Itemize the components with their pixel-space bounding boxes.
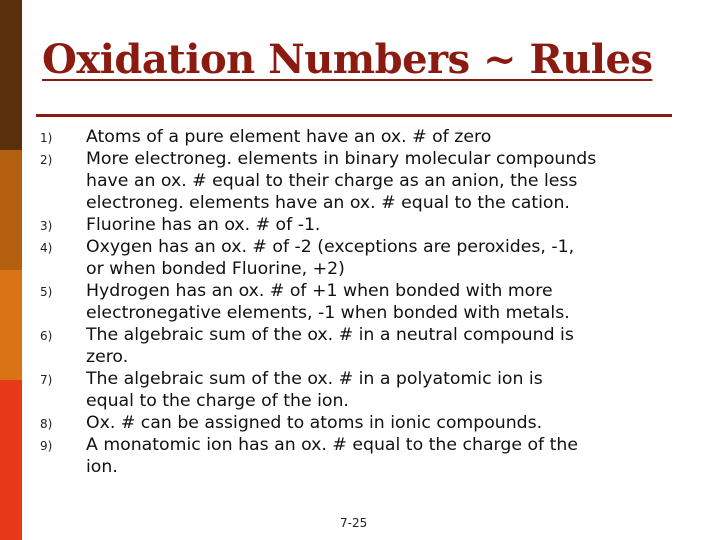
list-item-number: 9) (40, 439, 53, 453)
list-item-text: ion. (86, 457, 118, 477)
list-item (40, 214, 680, 236)
list-item-text: Fluorine has an ox. # of -1. (86, 215, 321, 235)
list-item-text: zero. (86, 347, 129, 367)
list-item (40, 434, 680, 478)
list-item-text: Oxygen has an ox. # of -2 (exceptions are peroxides, -1, (86, 237, 575, 257)
list-item (40, 126, 680, 148)
side-stripe-orange (0, 270, 22, 380)
list-item-text: More electroneg. elements in binary molecular compounds (86, 149, 597, 169)
list-item-number: 6) (40, 329, 53, 343)
rules-list (40, 126, 680, 478)
list-item-number: 1) (40, 131, 53, 145)
list-item-text: electroneg. elements have an ox. # equal to the cation. (86, 193, 570, 213)
list-item-text: or when bonded Fluorine, +2) (86, 259, 345, 279)
slide-title: Oxidation Numbers ~ Rules (42, 36, 653, 83)
slide-number: 7-25 (340, 516, 368, 530)
list-item (40, 368, 680, 412)
list-item-number: 4) (40, 241, 53, 255)
list-item-text: have an ox. # equal to their charge as an anion, the less (86, 171, 578, 191)
list-item (40, 148, 680, 214)
list-item (40, 236, 680, 280)
title-divider (36, 114, 672, 117)
list-item-text: The algebraic sum of the ox. # in a neutral compound is (86, 325, 574, 345)
list-item-text: A monatomic ion has an ox. # equal to the charge of the (86, 435, 578, 455)
side-stripe-dark-brown (0, 0, 22, 150)
list-item-number: 3) (40, 219, 53, 233)
list-item-number: 8) (40, 417, 53, 431)
list-item-number: 5) (40, 285, 53, 299)
list-item-text: Hydrogen has an ox. # of +1 when bonded with more (86, 281, 553, 301)
list-item-text: electronegative elements, -1 when bonded with metals. (86, 303, 570, 323)
list-item-text: equal to the charge of the ion. (86, 391, 349, 411)
list-item (40, 412, 680, 434)
list-item-number: 2) (40, 153, 53, 167)
list-item-text: The algebraic sum of the ox. # in a polyatomic ion is (86, 369, 543, 389)
list-item-text: Ox. # can be assigned to atoms in ionic compounds. (86, 413, 543, 433)
side-stripe-brown (0, 150, 22, 270)
list-item-number: 7) (40, 373, 53, 387)
list-item (40, 324, 680, 368)
side-stripe-red (0, 380, 22, 540)
list-item-text: Atoms of a pure element have an ox. # of zero (86, 127, 492, 147)
list-item (40, 280, 680, 324)
